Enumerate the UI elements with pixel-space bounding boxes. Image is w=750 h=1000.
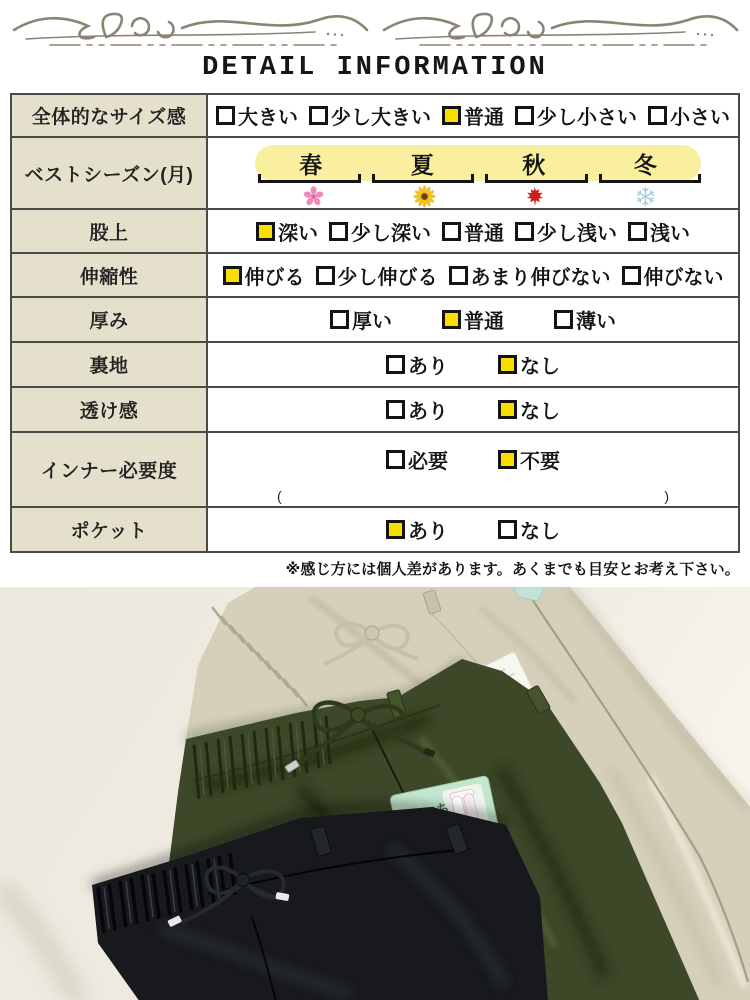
option <box>309 101 431 130</box>
row-value <box>208 343 738 386</box>
option <box>442 305 504 334</box>
option <box>386 515 448 544</box>
row-label: 透け感 <box>12 388 208 431</box>
checkbox-unchecked[interactable] <box>216 106 235 125</box>
checkbox-checked[interactable] <box>498 400 517 419</box>
season-bracket <box>599 174 702 183</box>
product-photo <box>0 587 750 1000</box>
option-label: 伸びない <box>643 266 724 289</box>
option <box>498 515 560 544</box>
option-label: 大きい <box>238 107 298 130</box>
option <box>628 217 690 246</box>
checkbox-unchecked[interactable] <box>386 400 405 419</box>
checkbox-checked[interactable] <box>223 266 242 285</box>
option-label: 少し大きい <box>331 107 431 130</box>
options-group <box>208 445 738 474</box>
row-label: 裏地 <box>12 343 208 386</box>
row-value <box>208 433 738 506</box>
option <box>316 261 438 290</box>
option <box>449 261 611 290</box>
option <box>442 101 504 130</box>
option-label: 少し伸びる <box>337 266 438 289</box>
option-label: 不要 <box>520 451 560 474</box>
parens-note: ( ) <box>277 488 669 505</box>
row-value <box>208 138 738 208</box>
option-label: 必要 <box>408 451 448 474</box>
option-label: なし <box>520 521 560 544</box>
detail-table <box>10 93 740 553</box>
checkbox-unchecked[interactable] <box>622 266 641 285</box>
checkbox-unchecked[interactable] <box>554 310 573 329</box>
row-label: インナー必要度 <box>12 433 208 506</box>
season-brackets <box>258 174 701 183</box>
footnote: ※感じ方には個人差があります。あくまでも目安とお考え下さい。 <box>285 561 740 579</box>
option <box>216 101 298 130</box>
option <box>386 350 448 379</box>
season-label: 秋 <box>522 151 546 178</box>
option <box>223 261 305 290</box>
checkbox-unchecked[interactable] <box>449 266 468 285</box>
checkbox-unchecked[interactable] <box>329 222 348 241</box>
table-row <box>12 508 738 551</box>
options-group <box>208 515 738 544</box>
decorative-flourish-icon <box>10 6 740 50</box>
table-row <box>12 433 738 508</box>
row-label: 伸縮性 <box>12 254 208 296</box>
checkbox-unchecked[interactable] <box>515 106 534 125</box>
option <box>648 101 730 130</box>
option-label: 少し深い <box>351 222 431 245</box>
checkbox-unchecked[interactable] <box>442 222 461 241</box>
season-label: 春 <box>299 151 323 178</box>
checkbox-checked[interactable] <box>498 450 517 469</box>
option-label: なし <box>520 356 560 379</box>
option <box>554 305 616 334</box>
option-label: 伸びる <box>244 266 305 289</box>
row-label: ベストシーズン(月) <box>12 138 208 208</box>
option-label: 普通 <box>464 107 504 130</box>
season-bracket <box>485 174 588 183</box>
option-label: あまり伸びない <box>470 266 611 289</box>
season-label: 夏 <box>410 151 434 178</box>
page-title: DETAIL INFORMATION <box>202 53 548 83</box>
option-label: 少し小さい <box>537 107 637 130</box>
option <box>515 101 637 130</box>
table-row <box>12 298 738 343</box>
option <box>442 217 504 246</box>
option-label: 普通 <box>464 311 504 334</box>
option-label: 厚い <box>352 311 392 334</box>
checkbox-unchecked[interactable] <box>316 266 335 285</box>
option-label: あり <box>408 521 448 544</box>
option-label: 浅い <box>650 222 690 245</box>
row-value <box>208 298 738 341</box>
season-bracket <box>372 174 475 183</box>
options-group <box>208 101 738 130</box>
option-label: なし <box>520 401 560 424</box>
option <box>498 445 560 474</box>
checkbox-unchecked[interactable] <box>309 106 328 125</box>
checkbox-unchecked[interactable] <box>648 106 667 125</box>
row-label: ポケット <box>12 508 208 551</box>
checkbox-unchecked[interactable] <box>515 222 534 241</box>
table-row <box>12 388 738 433</box>
options-group <box>208 217 738 246</box>
checkbox-checked[interactable] <box>442 106 461 125</box>
cherry-blossom-icon <box>258 185 369 208</box>
options-group <box>208 261 738 290</box>
season-icons <box>258 185 701 208</box>
checkbox-checked[interactable] <box>386 520 405 539</box>
option <box>330 305 392 334</box>
row-value <box>208 508 738 551</box>
checkbox-checked[interactable] <box>498 355 517 374</box>
option-label: あり <box>408 401 448 424</box>
season-label: 冬 <box>633 151 657 178</box>
option <box>498 395 560 424</box>
sunflower-icon <box>369 185 480 208</box>
options-group <box>208 395 738 424</box>
checkbox-unchecked[interactable] <box>330 310 349 329</box>
option <box>386 445 448 474</box>
option <box>515 217 617 246</box>
row-label: 股上 <box>12 210 208 252</box>
option-label: 少し浅い <box>537 222 617 245</box>
option-label: 薄い <box>576 311 616 334</box>
row-value <box>208 210 738 252</box>
row-value <box>208 95 738 136</box>
option-label: 深い <box>278 222 318 245</box>
table-row <box>12 343 738 388</box>
checkbox-unchecked[interactable] <box>628 222 647 241</box>
maple-leaf-icon <box>480 185 591 208</box>
row-value <box>208 388 738 431</box>
season-bracket <box>258 174 361 183</box>
checkbox-unchecked[interactable] <box>386 355 405 374</box>
option <box>622 261 724 290</box>
checkbox-checked[interactable] <box>256 222 275 241</box>
checkbox-checked[interactable] <box>442 310 461 329</box>
table-row <box>12 95 738 138</box>
row-label: 全体的なサイズ感 <box>12 95 208 136</box>
checkbox-unchecked[interactable] <box>386 450 405 469</box>
option <box>498 350 560 379</box>
row-value <box>208 254 738 296</box>
table-row <box>12 254 738 298</box>
option <box>256 217 318 246</box>
options-group <box>208 305 738 334</box>
option <box>329 217 431 246</box>
options-group <box>208 350 738 379</box>
row-label: 厚み <box>12 298 208 341</box>
option-label: 普通 <box>464 222 504 245</box>
table-row <box>12 138 738 210</box>
checkbox-unchecked[interactable] <box>498 520 517 539</box>
option-label: 小さい <box>670 107 730 130</box>
option-label: あり <box>408 356 448 379</box>
snowflake-icon <box>590 185 701 208</box>
option <box>386 395 448 424</box>
table-row <box>12 210 738 254</box>
